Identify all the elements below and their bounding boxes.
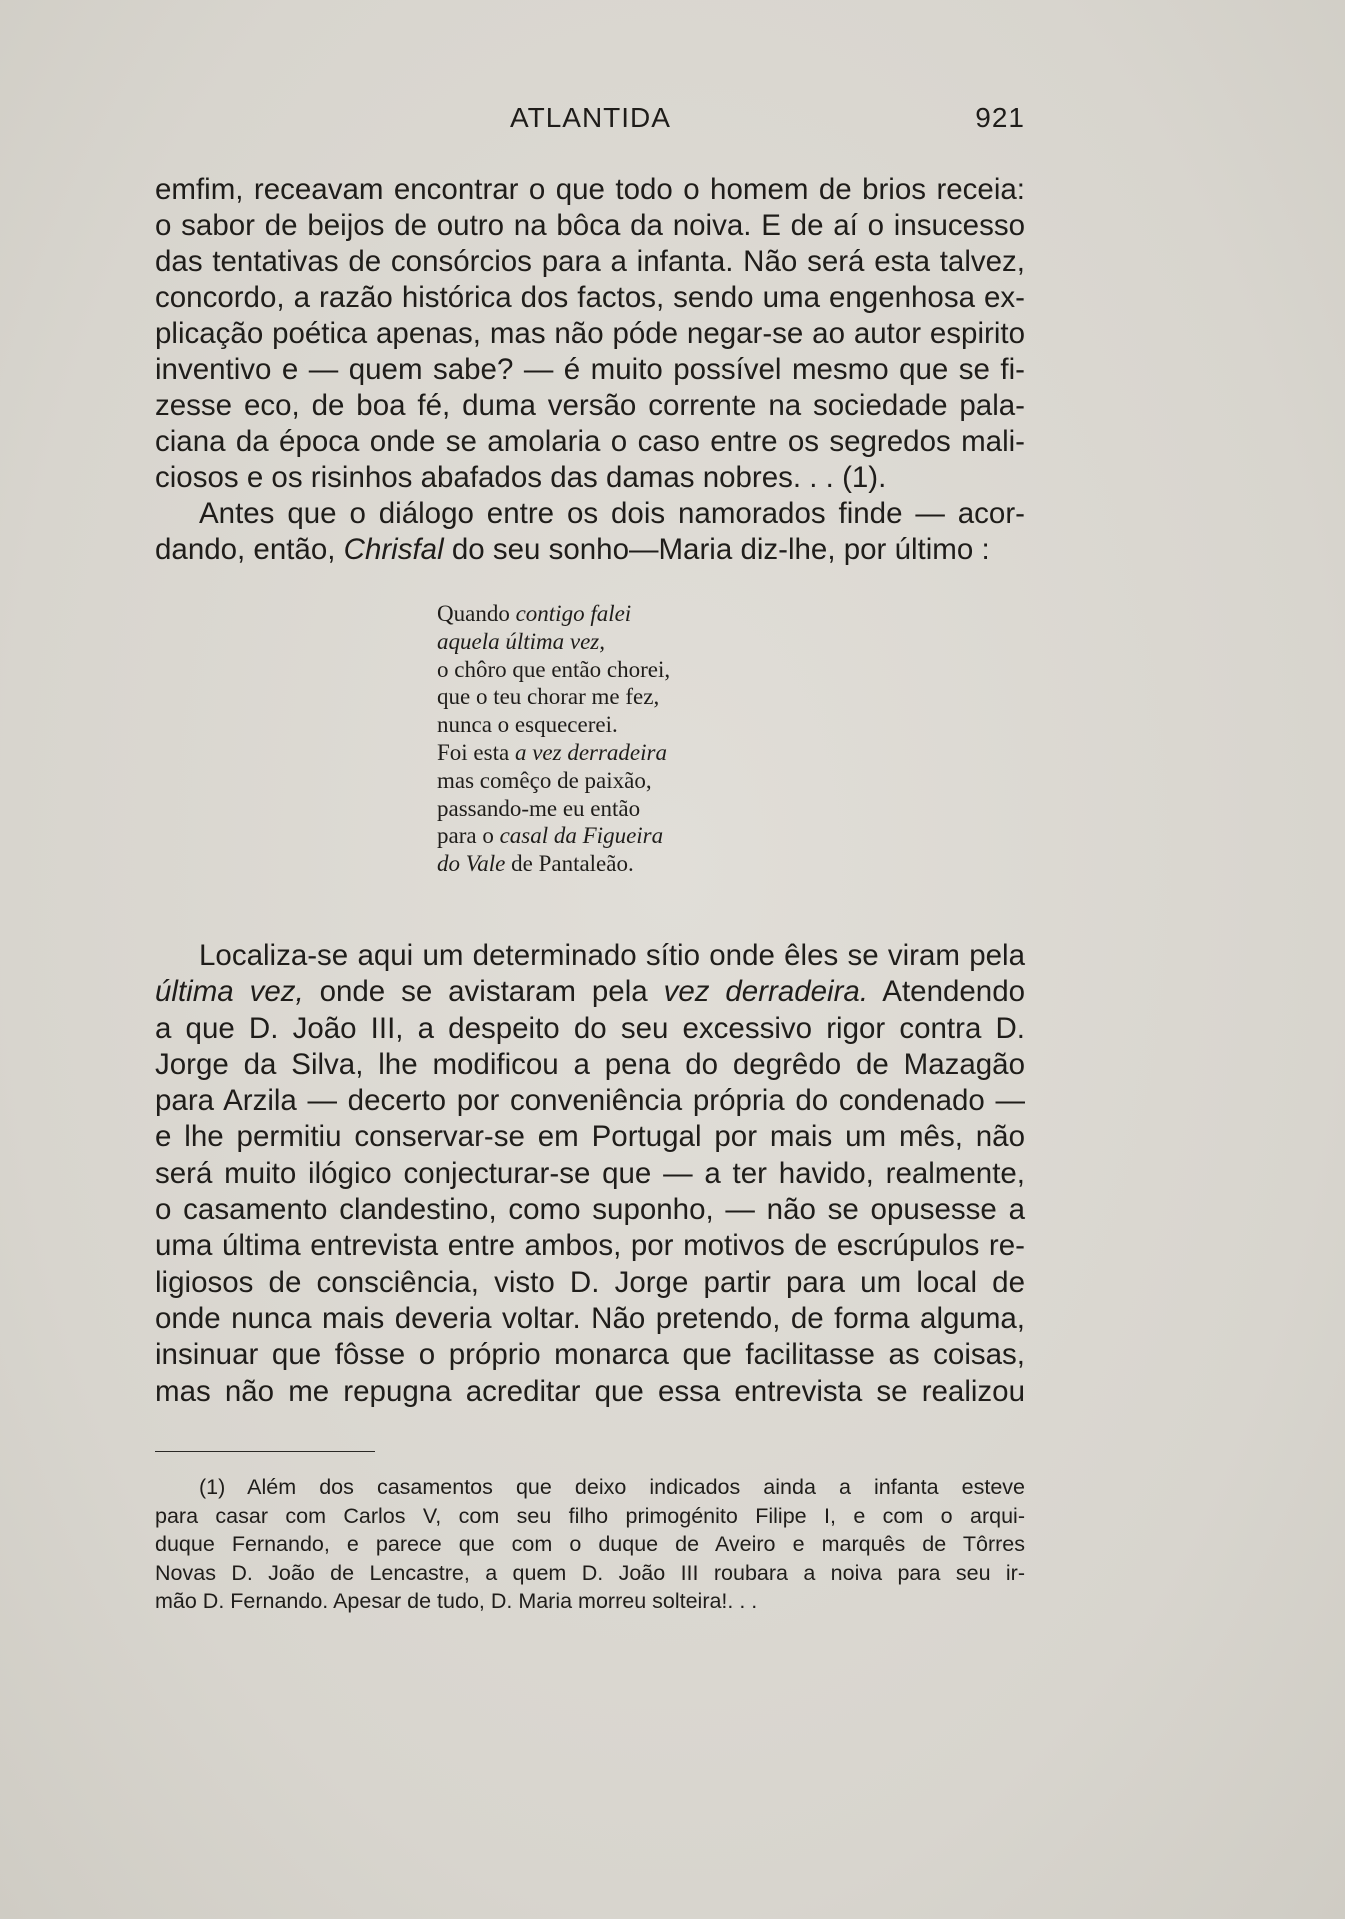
italic-title: Chrisfal bbox=[343, 533, 444, 566]
text-line: emfim, receavam encontrar o que todo o homem de brios receia: bbox=[155, 173, 1025, 206]
footnote-line: duque Fernando, e parece que com o duque de Aveiro e marquês de Tôrres bbox=[155, 1532, 1025, 1556]
text-line: mas não me repugna acreditar que essa entrevista se realizou bbox=[155, 1374, 1025, 1408]
poem-line: que o teu chorar me fez, bbox=[437, 684, 660, 710]
text-line: para Arzila — decerto por conveniência própria do condenado — bbox=[155, 1084, 1025, 1118]
text-segment: dando, então, bbox=[155, 533, 344, 566]
footnote-divider bbox=[155, 1451, 375, 1452]
text-line bbox=[155, 532, 1025, 568]
text-line: insinuar que fôsse o próprio monarca que facilitasse as coisas, bbox=[155, 1338, 1025, 1372]
poem-quote bbox=[437, 600, 857, 878]
text-line: concordo, a razão histórica dos factos, sendo uma engenhosa ex- bbox=[155, 281, 1025, 314]
footnote-line: mão D. Fernando. Apesar de tudo, D. Maria morreu solteira!. . . bbox=[155, 1589, 758, 1613]
text-line: inventivo e — quem sabe? — é muito possível mesmo que se fi- bbox=[155, 353, 1025, 386]
text-line: será muito ilógico conjecturar-se que — a ter havido, realmente, bbox=[155, 1156, 1025, 1190]
poem-line: o chôro que então chorei, bbox=[437, 656, 671, 682]
italic-phrase: vez derradeira. bbox=[663, 975, 869, 1009]
poem-line bbox=[437, 850, 857, 878]
text-line: uma última entrevista entre ambos, por motivos de escrúpulos re- bbox=[155, 1229, 1025, 1263]
footnote bbox=[155, 1473, 1025, 1616]
poem-text: Foi esta bbox=[437, 739, 515, 765]
text-line: onde nunca mais deveria voltar. Não pretendo, de forma alguma, bbox=[155, 1301, 1025, 1335]
text-line: o casamento clandestino, como suponho, — não se opusesse a bbox=[155, 1193, 1025, 1227]
poem-line bbox=[437, 739, 857, 767]
text-line: e lhe permitiu conservar-se em Portugal por mais um mês, não bbox=[155, 1120, 1025, 1154]
text-line: zesse eco, de boa fé, duma versão corrente na sociedade pala- bbox=[155, 389, 1025, 422]
text-segment: Atendendo bbox=[868, 975, 1026, 1009]
paragraph-2 bbox=[155, 938, 1025, 1410]
poem-line: mas comêço de paixão, bbox=[437, 767, 652, 793]
footnote-line: (1) Além dos casamentos que deixo indicados ainda a infanta esteve bbox=[199, 1475, 1025, 1499]
poem-italic: do Vale bbox=[437, 851, 506, 877]
paragraph-1 bbox=[155, 172, 1025, 568]
poem-text: de Pantaleão. bbox=[505, 851, 634, 877]
footnote-line: Novas D. João de Lencastre, a quem D. João III roubara a noiva para seu ir- bbox=[155, 1560, 1025, 1585]
poem-text: para o bbox=[437, 823, 500, 849]
text-line: Localiza-se aqui um determinado sítio onde êles se viram pela bbox=[199, 939, 1025, 972]
text-segment: onde se avistaram pela bbox=[303, 975, 664, 1009]
running-title: ATLANTIDA bbox=[510, 102, 671, 133]
poem-italic: aquela última vez, bbox=[437, 628, 605, 654]
poem-line: passando-me eu então bbox=[437, 795, 641, 821]
text-line: das tentativas de consórcios para a infanta. Não será esta talvez, bbox=[155, 245, 1025, 278]
text-line: Antes que o diálogo entre os dois namorados finde — acor- bbox=[199, 497, 1025, 530]
poem-line bbox=[437, 600, 857, 628]
text-segment: do seu sonho—Maria diz-lhe, por último : bbox=[443, 533, 990, 566]
text-line: ligiosos de consciência, visto D. Jorge partir para um local de bbox=[155, 1265, 1025, 1299]
poem-italic: casal da Figueira bbox=[499, 823, 664, 849]
page-number: 921 bbox=[975, 102, 1025, 133]
poem-text: Quando bbox=[437, 601, 516, 626]
poem-line: nunca o esquecerei. bbox=[437, 712, 618, 738]
footnote-line: para casar com Carlos V, com seu filho primogénito Filipe I, e com o arqui- bbox=[155, 1503, 1025, 1528]
text-line: plicação poética apenas, mas não póde negar-se ao autor espirito bbox=[155, 317, 1025, 350]
poem-line bbox=[437, 628, 857, 656]
text-line: Jorge da Silva, lhe modificou a pena do degrêdo de Mazagão bbox=[155, 1047, 1025, 1081]
poem-line bbox=[437, 822, 857, 850]
italic-phrase: última vez, bbox=[155, 975, 304, 1009]
poem-italic: contigo falei bbox=[515, 601, 632, 626]
text-line: o sabor de beijos de outro na bôca da noiva. E de aí o insucesso bbox=[155, 209, 1025, 242]
text-line: a que D. João III, a despeito do seu excessivo rigor contra D. bbox=[155, 1011, 1025, 1045]
text-line: ciana da época onde se amolaria o caso entre os segredos mali- bbox=[155, 425, 1025, 458]
text-line bbox=[155, 974, 1025, 1010]
text-line: ciosos e os risinhos abafados das damas nobres. . . (1). bbox=[155, 461, 887, 494]
page-header bbox=[155, 102, 1025, 142]
poem-italic: a vez derradeira bbox=[514, 739, 667, 765]
